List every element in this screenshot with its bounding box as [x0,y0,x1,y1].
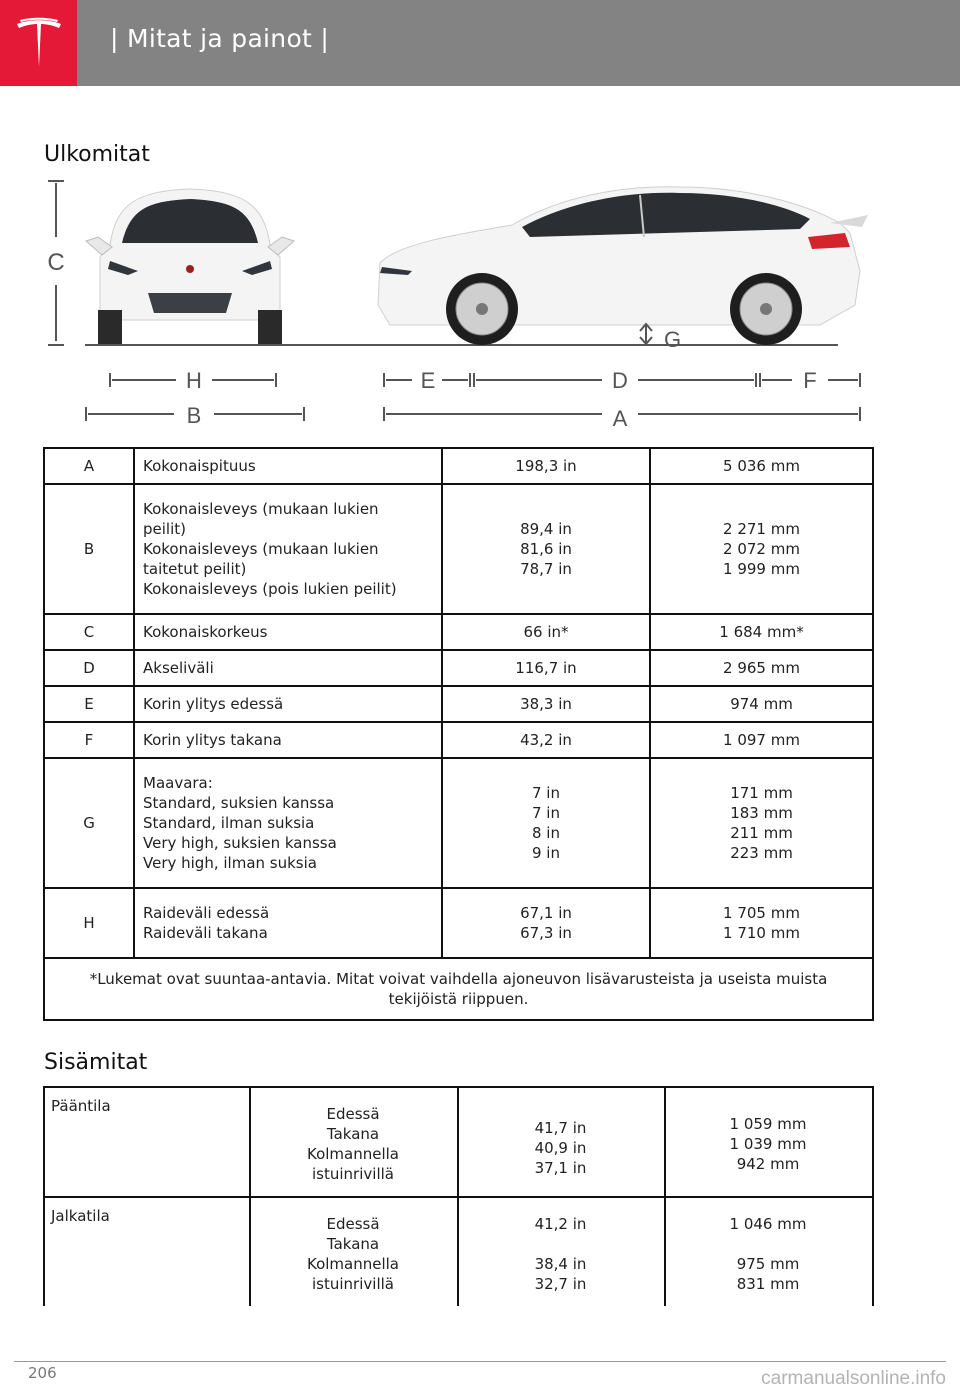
page-number: 206 [28,1364,57,1382]
row-description: Raideväli edessä Raideväli takana [134,888,442,958]
value-inches: 116,7 in [442,650,650,686]
table-row [44,650,873,686]
table-row [44,448,873,484]
value-inches: 38,3 in [442,686,650,722]
label-d: D [612,368,628,393]
dimension-h [110,368,276,393]
value-millimeters: 1 705 mm 1 710 mm [650,888,873,958]
label-a: A [612,406,628,431]
section-title-interior: Sisämitat [44,1050,148,1075]
table-row [43,1196,874,1308]
dimension-a [384,406,860,431]
value-millimeters: 974 mm [650,686,873,722]
watermark: carmanualsonline.info [761,1368,946,1389]
value-inches: 41,7 in 40,9 in 37,1 in [534,1119,587,1177]
row-description: Kokonaiskorkeus [134,614,442,650]
value-inches: 89,4 in 81,6 in 78,7 in [442,484,650,614]
table-row [44,758,873,888]
tesla-logo-icon [14,17,64,69]
row-description: Korin ylitys edessä [134,686,442,722]
row-label: Pääntila [51,1097,111,1115]
row-key: G [44,758,134,888]
row-key: B [44,484,134,614]
row-positions: Edessä Takana Kolmannella istuinrivillä [306,1105,399,1183]
row-label: Jalkatila [51,1207,110,1225]
table-row [44,686,873,722]
dimension-b [86,403,304,428]
value-millimeters: 1 046 mm 975 mm 831 mm [729,1215,807,1293]
row-key: D [44,650,134,686]
row-description: Kokonaispituus [134,448,442,484]
page-header [0,0,960,86]
value-inches: 198,3 in [442,448,650,484]
row-key: E [44,686,134,722]
dimension-e-d-f [384,368,860,393]
value-millimeters: 1 684 mm* [650,614,873,650]
value-millimeters: 5 036 mm [650,448,873,484]
table-note-row [44,958,873,1020]
table-row [44,484,873,614]
table-row [44,614,873,650]
label-g: G [664,327,682,352]
row-description: Korin ylitys takana [134,722,442,758]
table-row [44,888,873,958]
row-description: Kokonaisleveys (mukaan lukien peilit) Kokonaisleveys (mukaan lukien taitetut peilit) Kokonaisleveys (pois lukien peilit) [134,484,442,614]
row-key: A [44,448,134,484]
value-millimeters: 2 271 mm 2 072 mm 1 999 mm [650,484,873,614]
dimension-c [47,181,64,345]
value-inches: 43,2 in [442,722,650,758]
table-row [44,722,873,758]
exterior-dimensions-table [43,447,874,1021]
row-key: F [44,722,134,758]
table-row [43,1086,874,1198]
footer-divider [14,1361,946,1362]
value-inches: 67,1 in 67,3 in [442,888,650,958]
label-c: C [47,249,65,276]
value-inches: 41,2 in 38,4 in 32,7 in [534,1215,587,1293]
dimension-g [640,324,681,352]
interior-dimensions-table [43,1086,874,1306]
vehicle-dimension-diagram [40,175,880,435]
value-inches: 7 in 7 in 8 in 9 in [442,758,650,888]
value-millimeters: 1 097 mm [650,722,873,758]
car-front-view [86,189,294,344]
row-positions: Edessä Takana Kolmannella istuinrivillä [306,1215,399,1293]
car-side-view [378,187,868,345]
value-millimeters: 1 059 mm 1 039 mm 942 mm [729,1115,807,1173]
table-footnote: *Lukemat ovat suuntaa-antavia. Mitat voivat vaihdella ajoneuvon lisävarusteista ja useista muista tekijöistä riippuen. [44,958,873,1020]
row-key: H [44,888,134,958]
label-h: H [186,368,202,393]
label-b: B [186,403,202,428]
row-key: C [44,614,134,650]
tesla-logo [0,0,77,86]
value-millimeters: 2 965 mm [650,650,873,686]
value-millimeters: 171 mm 183 mm 211 mm 223 mm [650,758,873,888]
row-description: Maavara: Standard, suksien kanssa Standard, ilman suksia Very high, suksien kanssa Very high, ilman suksia [134,758,442,888]
value-inches: 66 in* [442,614,650,650]
row-description: Akseliväli [134,650,442,686]
section-title-exterior: Ulkomitat [44,142,150,167]
label-f: F [803,368,817,393]
page-title: | Mitat ja painot | [110,24,330,53]
label-e: E [420,368,436,393]
